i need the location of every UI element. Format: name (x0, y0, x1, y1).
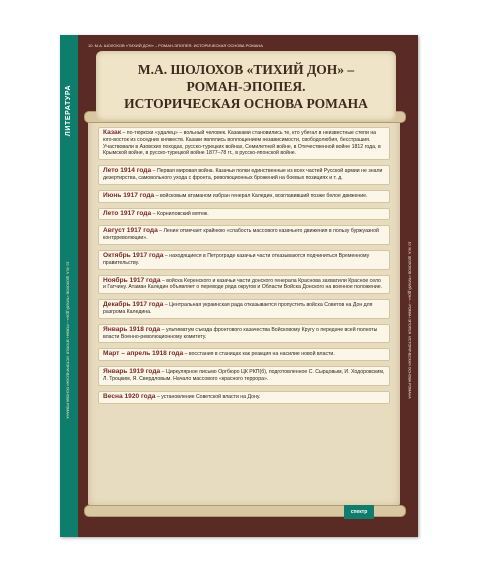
title-banner (96, 51, 396, 121)
timeline-entry (98, 366, 390, 386)
entry-text: – Первая мировая война. Казачьи полки единственные из всех частей Русской армии не знали дезертирства, самовольного ухода с фронта, революционных брожений на боевых позициях и т. д. (103, 168, 383, 181)
timeline-entry (98, 299, 390, 319)
title-line: М.А. ШОЛОХОВ «ТИХИЙ ДОН» – (137, 61, 355, 77)
timeline-entry (98, 391, 390, 404)
top-header-strip: 10. М.А. ШОЛОХОВ «ТИХИЙ ДОН» – РОМАН-ЭПОПЕЯ. ИСТОРИЧЕСКАЯ ОСНОВА РОМАНА (88, 43, 263, 48)
poster (60, 35, 418, 537)
entry-text: – войсковым атаманом избран генерал Каледин, возглавивший позже белое движение. (154, 192, 368, 199)
entry-date: Лето 1914 года (103, 167, 152, 175)
timeline-entry (98, 127, 390, 160)
timeline-entry (98, 208, 390, 221)
timeline-entry (98, 324, 390, 344)
left-edge-text: 10. М.А. ШОЛОХОВ «ТИХИЙ ДОН» – РОМАН-ЭПОПЕЯ. ИСТОРИЧЕСКАЯ ОСНОВА РОМАНА (66, 261, 71, 419)
timeline-entry (98, 348, 390, 361)
timeline-entry (98, 190, 390, 203)
entry-text: – войска Керенского и казачьи части донского генерала Краснова захватили Красное село и Гатчину. Атаман Каледин объявляет о переводе ряда округов и Области Войска Донского на военное положение. (103, 277, 383, 291)
entry-date: Октябрь 1917 года (103, 251, 164, 259)
entry-text: – ультиматум съезда фронтового казачества Войсковому Кругу о передаче всей полноты власти Военно-революционному комитету. (103, 326, 378, 340)
entry-text: – восстания в станицах как реакция на насилие новой власти. (183, 351, 335, 358)
timeline-list (98, 127, 390, 409)
entry-date: Январь 1918 года (103, 325, 161, 333)
entry-date: Декабрь 1917 года (103, 301, 164, 309)
entry-text: – Центральная украинская рада отказывается пропустить войска Советов на Дон для разгрома Каледина. (103, 302, 373, 315)
title-line: ИСТОРИЧЕСКАЯ ОСНОВА РОМАНА (124, 95, 368, 111)
timeline-entry (98, 250, 390, 270)
entry-date: Лето 1917 года (103, 209, 152, 217)
timeline-entry (98, 165, 390, 185)
entry-text: – по-тюркски «удалец» – вольный человек. Казаками становились те, кто убегал в неизвестные степи на юго-восток из соседних княжеств. Казаки являлись воплощением независимости, свободолюбия, бесстрашия. Участвовали в Азовских походах, русско-турецких войнах, Семилетней войне, в Отечественной войне 1812 года, в Крымской войне, в русско-турецкой войне 1877–78 гг., в русско-японской войне. (103, 130, 381, 157)
entry-date: Ноябрь 1917 года (103, 276, 161, 284)
right-edge-text: 10. М.А. ШОЛОХОВ «ТИХИЙ ДОН» – РОМАН-ЭПОПЕЯ. ИСТОРИЧЕСКАЯ ОСНОВА РОМАНА (408, 241, 413, 399)
entry-date: Весна 1920 года (103, 392, 156, 400)
timeline-entry (98, 275, 390, 295)
entry-text: – находящиеся в Петрограде казачьи части отказываются подчиниться Временному правительству. (103, 252, 370, 266)
publisher-logo: спектр (344, 505, 374, 519)
entry-text: – Циркулярное письмо Оргбюро ЦК РКП(б), подготовленное С. Сырцовым, И. Ходоровским, Л. Троцким, Я. Свердловым. Начало массового «красного террора». (103, 369, 385, 382)
timeline-entry (98, 225, 390, 245)
entry-date: Июнь 1917 года (103, 191, 155, 199)
title-line: РОМАН-ЭПОПЕЯ. (186, 78, 306, 94)
entry-date: Август 1917 года (103, 227, 158, 235)
entry-date: Март – апрель 1918 года (103, 350, 184, 358)
entry-date: Казак (103, 129, 122, 136)
entry-date: Январь 1919 года (103, 368, 161, 376)
entry-text: – установление Советской власти на Дону. (155, 393, 261, 400)
left-edge-label (62, 261, 74, 419)
subject-label (60, 35, 78, 185)
subject-text: ЛИТЕРАТУРА (65, 84, 73, 136)
entry-text: – Ленин отмечает крайнюю «слабость массового казачьего движения в пользу буржуазной контрреволюции». (103, 228, 379, 242)
entry-text: – Корниловский мятеж. (151, 210, 209, 217)
right-edge-label (404, 241, 416, 399)
